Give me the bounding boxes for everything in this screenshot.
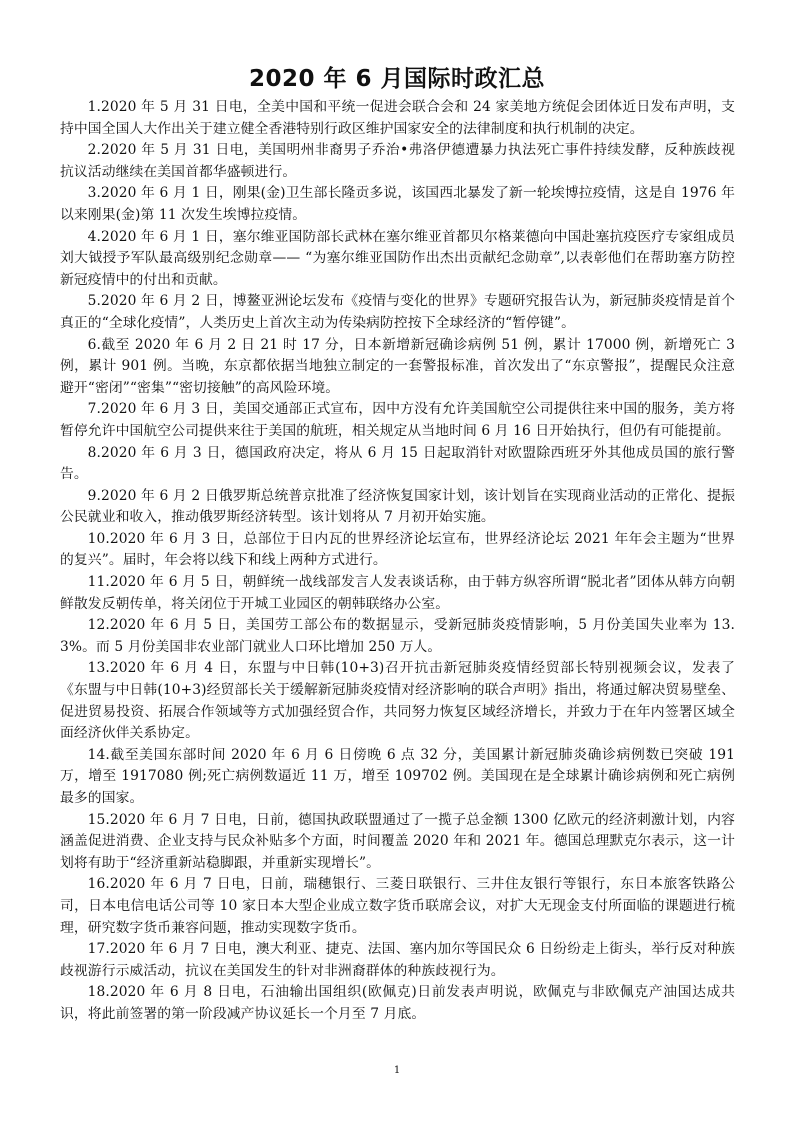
news-item: 13.2020 年 6 月 4 日，东盟与中日韩(10+3)召开抗击新冠肺炎疫情经贸部长特别视频会议，发表了《东盟与中日韩(10+3)经贸部长关于缓解新冠肺炎疫情对经济影响的联合声明》指出，将通过解决贸易壁垒、促进贸易投资、拓展合作领域等方式加强经贸合作，共同努力恢复区域经济增长，并致力于在年内签署区域全面经济伙伴关系协定。	[60, 660, 735, 742]
news-item: 2.2020 年 5 月 31 日电，美国明州非裔男子乔治•弗洛伊德遭暴力执法死亡事件持续发酵，反种族歧视抗议活动继续在美国首都华盛顿进行。	[60, 142, 735, 180]
news-item: 4.2020 年 6 月 1 日，塞尔维亚国防部长武林在塞尔维亚首都贝尔格莱德向中国赴塞抗疫医疗专家组成员刘大钺授予军队最高级别纪念勋章—— “为塞尔维亚国防作出杰出贡献纪念勋章”,以表彰他们在帮助塞方防控新冠疫情中的付出和贡献。	[60, 228, 735, 288]
news-item: 8.2020 年 6 月 3 日，德国政府决定，将从 6 月 15 日起取消针对欧盟除西班牙外其他成员国的旅行警告。	[60, 444, 735, 483]
page-number: 1	[393, 1065, 401, 1076]
news-item: 18.2020 年 6 月 8 日电，石油输出国组织(欧佩克)日前发表声明说，欧佩克与非欧佩克产油国达成共识，将此前签署的第一阶段减产协议延长一个月至 7 月底。	[60, 984, 735, 1022]
news-item: 11.2020 年 6 月 5 日，朝鲜统一战线部发言人发表谈话称，由于韩方纵容所谓“脱北者”团体从韩方向朝鲜散发反朝传单，将关闭位于开城工业园区的朝韩联络办公室。	[60, 574, 735, 612]
news-item: 3.2020 年 6 月 1 日，刚果(金)卫生部长隆贡多说，该国西北暴发了新一轮埃博拉疫情，这是自 1976 年以来刚果(金)第 11 次发生埃博拉疫情。	[60, 185, 735, 223]
news-item: 14.截至美国东部时间 2020 年 6 月 6 日傍晚 6 点 32 分，美国累计新冠肺炎确诊病例数已突破 191 万，增至 1917080 例;死亡病例数逼近 11 万，增至 109702 例。美国现在是全球累计确诊病例和死亡病例最多的国家。	[60, 746, 735, 806]
news-item: 5.2020 年 6 月 2 日，博鳌亚洲论坛发布《疫情与变化的世界》专题研究报告认为，新冠肺炎疫情是首个真正的“全球化疫情”，人类历史上首次主动为传染病防控按下全球经济的“暂停键”。	[60, 293, 735, 331]
news-list	[60, 97, 735, 1026]
news-item: 15.2020 年 6 月 7 日电，日前，德国执政联盟通过了一揽子总金额 1300 亿欧元的经济刺激计划，内容涵盖促进消费、企业支持与民众补贴多个方面，时间覆盖 2020 年和 2021 年。德国总理默克尔表示，这一计划将有助于“经济重新站稳脚跟，并重新实现增长”。	[60, 811, 735, 871]
news-item: 6.截至 2020 年 6 月 2 日 21 时 17 分，日本新增新冠确诊病例 51 例，累计 17000 例，新增死亡 3 例，累计 901 例。当晚，东京都依据当地独立制定的一套警报标准，首次发出了“东京警报”，提醒民众注意避开“密闭”“密集”“密切接触”的高风险环境。	[60, 336, 735, 396]
news-item: 1.2020 年 5 月 31 日电，全美中国和平统一促进会联合会和 24 家美地方统促会团体近日发布声明，支持中国全国人大作出关于建立健全香港特别行政区维护国家安全的法律制度和执行机制的决定。	[60, 99, 735, 137]
page-title: 2020 年 6 月国际时政汇总	[248, 66, 546, 92]
news-item: 12.2020 年 6 月 5 日，美国劳工部公布的数据显示，受新冠肺炎疫情影响，5 月份美国失业率为 13.3%。而 5 月份美国非农业部门就业人口环比增加 250 万人。	[60, 617, 735, 655]
news-item: 17.2020 年 6 月 7 日电，澳大利亚、捷克、法国、塞内加尔等国民众 6 日纷纷走上街头，举行反对种族歧视游行示威活动，抗议在美国发生的针对非洲裔群体的种族歧视行为。	[60, 941, 735, 979]
news-item: 16.2020 年 6 月 7 日电，日前，瑞穗银行、三菱日联银行、三井住友银行等银行，东日本旅客铁路公司，日本电信电话公司等 10 家日本大型企业成立数字货币联席会议，对扩大无现金支付所面临的课题进行梳理，研究数字货币兼容问题，推动实现数字货币。	[60, 876, 735, 936]
news-item: 7.2020 年 6 月 3 日，美国交通部正式宣布，因中方没有允许美国航空公司提供往来中国的服务，美方将暂停允许中国航空公司提供来往于美国的航班，相关规定从当地时间 6 月 16 日开始执行，但仍有可能提前。	[60, 401, 735, 439]
news-item: 9.2020 年 6 月 2 日俄罗斯总统普京批准了经济恢复国家计划，该计划旨在实现商业活动的正常化、提振公民就业和收入，推动俄罗斯经济转型。该计划将从 7 月初开始实施。	[60, 487, 735, 526]
news-item: 10.2020 年 6 月 3 日，总部位于日内瓦的世界经济论坛宣布，世界经济论坛 2021 年年会主题为“世界的复兴”。届时，年会将以线下和线上两种方式进行。	[60, 530, 735, 569]
